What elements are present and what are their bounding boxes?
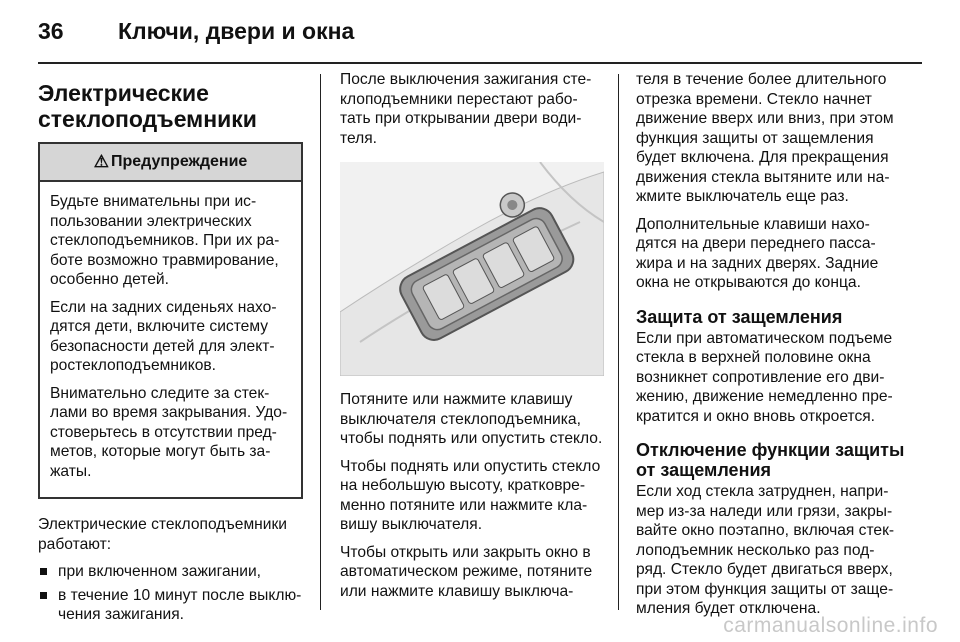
- list-item: [38, 562, 303, 582]
- bullet-square-icon: [40, 592, 47, 599]
- bullet-list: [38, 562, 303, 625]
- door-switch-figure: [340, 162, 604, 376]
- column-divider: [320, 74, 321, 610]
- warning-box: [38, 142, 303, 499]
- paragraph: теля в течение более длительного отрезка времени. Стекло начнет движение вверх или вниз, при этом функция защиты от защемления будет включена. Для прекращения движения стекла вытяните или на- жмите выключатель еще раз.: [636, 71, 894, 205]
- intro-text: Электрические стеклоподъемники работают:: [38, 516, 288, 553]
- paragraph: Если при автоматическом подъеме стекла в верхней половине окна возникнет сопротивление его дви- жению, движение немедленно пре- кратится и окно вновь откроется.: [636, 329, 893, 425]
- paragraph: После выключения зажигания сте- клоподъемники перестают рабо- тать при открывании двери води- теля.: [340, 71, 592, 147]
- paragraph: Потяните или нажмите клавишу выключателя стеклоподъемника, чтобы поднять или опустить стекло.: [340, 391, 603, 447]
- footer-watermark: carmanualsonline.info: [723, 614, 938, 637]
- chapter-title: Ключи, двери и окна: [118, 18, 355, 44]
- column-middle: [340, 70, 604, 609]
- door-switch-illustration: [340, 162, 604, 376]
- warning-paragraph: Внимательно следите за стек- лами во время закрывания. Удо- стоверьтесь в отсутствии пред- метов, которые могут быть за- жаты.: [50, 384, 288, 480]
- page-number: 36: [38, 18, 64, 44]
- column-divider: [618, 74, 619, 610]
- paragraph: Если ход стекла затруднен, напри- мер из-за наледи или грязи, закры- вайте окно поэтапно, включая стек- лоподъемник несколько раз под- ряд. Стекло будет двигаться вверх, при этом функция защиты от защe- мления будет отключена.: [636, 483, 895, 617]
- list-item-text: при включенном зажигании,: [58, 563, 261, 580]
- header-rule: [38, 62, 922, 64]
- warning-title: Предупреждение: [110, 153, 248, 171]
- column-right: [636, 70, 906, 627]
- subheading: Защита от защемления: [636, 306, 843, 327]
- bullet-square-icon: [40, 568, 47, 575]
- warning-paragraph: Если на задних сиденьях нахо- дятся дети, включите систему безопасности детей для элект- ростеклоподъемников.: [50, 298, 277, 374]
- warning-body: [40, 182, 301, 497]
- warning-header: [40, 144, 301, 182]
- warning-triangle-icon: ⚠: [93, 152, 109, 172]
- paragraph: Чтобы поднять или опустить стекло на небольшую высоту, кратковре- менно потяните или нажмите кла- вишу выключателя.: [340, 457, 601, 533]
- section-title: Электрические стеклоподъемники: [38, 80, 257, 132]
- list-item: [38, 586, 303, 625]
- list-item-text: в течение 10 минут после выклю- чения зажигания.: [58, 586, 302, 623]
- paragraph: Чтобы открыть или закрыть окно в автоматическом режиме, потяните или нажмите клавишу выключа-: [340, 543, 593, 600]
- subheading: Отключение функции защиты от защемления: [636, 440, 905, 480]
- warning-paragraph: Будьте внимательны при ис- пользовании электрических стеклоподъемников. При их ра- боте возможно травмирование, особенно детей.: [50, 193, 280, 288]
- column-left: [38, 70, 303, 629]
- paragraph: Дополнительные клавиши нахо- дятся на двери переднего пасса- жира и на задних дверях. Задние окна не открываются до конца.: [636, 215, 879, 291]
